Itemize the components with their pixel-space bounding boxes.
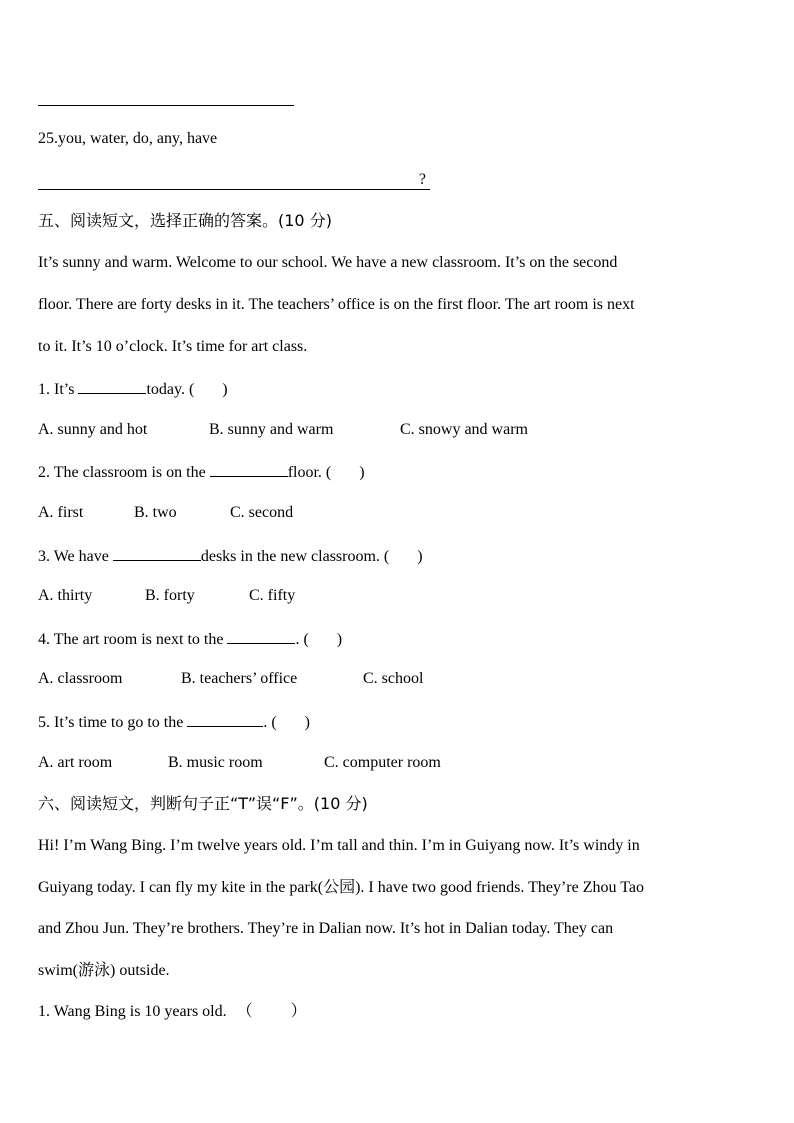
s5-q2-option-c[interactable]: C. second [230,504,294,521]
s5-q2-blank[interactable] [210,461,288,477]
s5-question-3 [38,545,423,567]
s5-q4-option-a[interactable]: A. classroom [38,670,123,687]
s5-q5-option-b[interactable]: B. music room [168,754,263,771]
s5-q3-text-after: desks in the new classroom. ( [200,548,390,565]
s5-q1-text-before: 1. It’s [38,381,79,398]
section-5-passage-line: to it. It’s 10 o’clock. It’s time for art class. [38,338,308,355]
s5-q4-option-c[interactable]: C. school [363,670,424,687]
q24-answer-line[interactable] [38,105,294,106]
s5-q2-text-before: 2. The classroom is on the [38,464,210,481]
s5-q5-text-after: . ( [263,714,277,731]
s5-q3-option-c[interactable]: C. fifty [249,587,296,604]
s5-q3-option-b[interactable]: B. forty [145,587,195,604]
s6-q1-paren-open: （ [236,1003,253,1020]
s5-q5-option-c[interactable]: C. computer room [324,754,441,771]
s5-q1-option-c[interactable]: C. snowy and warm [400,421,528,438]
s5-q1-paren-close: ) [222,381,228,398]
s5-q4-text-before: 4. The art room is next to the [38,631,228,648]
section-5-passage-line: It’s sunny and warm. Welcome to our school. We have a new classroom. It’s on the second [38,254,618,271]
q25-question-mark: ? [418,171,426,188]
s5-q3-text-before: 3. We have [38,548,113,565]
s5-q2-paren-close: ) [359,464,365,481]
s5-q5-options [38,753,441,773]
section-6-passage-line: and Zhou Jun. They’re brothers. They’re in Dalian now. It’s hot in Dalian today. They can [38,920,614,937]
s5-question-1 [38,378,228,400]
s5-q3-option-a[interactable]: A. thirty [38,587,93,604]
section-6-passage-line: Guiyang today. I can fly my kite in the park(公园). I have two good friends. They’re Zhou Tao [38,879,644,896]
s5-q1-text-after: today. ( [146,381,195,398]
s5-q5-paren-close: ) [304,714,310,731]
q25-prompt: 25.you, water, do, any, have [38,130,218,147]
s5-q2-option-b[interactable]: B. two [134,504,177,521]
s5-q1-option-b[interactable]: B. sunny and warm [209,421,334,438]
s5-q3-paren-close: ) [417,548,423,565]
s5-q3-options [38,586,295,606]
s5-q4-paren-close: ) [336,631,343,648]
s5-q4-options [38,669,423,689]
s5-q5-option-a[interactable]: A. art room [38,754,113,771]
s5-q5-text-before: 5. It’s time to go to the [38,714,188,731]
section-5-passage-line: floor. There are forty desks in it. The teachers’ office is on the first floor. The art room is next [38,296,635,313]
section-6-passage-line: Hi! I’m Wang Bing. I’m twelve years old. I’m tall and thin. I’m in Guiyang now. It’s windy in [38,837,640,854]
s6-question-1 [38,1002,307,1022]
s5-q4-text-after: . ( [295,631,309,648]
s6-q1-paren-close: ） [290,1003,307,1020]
s5-q1-blank[interactable] [78,378,146,394]
s6-q1-text: 1. Wang Bing is 10 years old. [38,1003,227,1020]
s5-q1-option-a[interactable]: A. sunny and hot [38,421,148,438]
s5-q4-blank[interactable] [227,628,295,644]
section-5-heading: 五、阅读短文，选择正确的答案。(10 分) [38,211,332,230]
s5-question-5 [38,711,310,733]
section-6-passage-line: swim(游泳) outside. [38,962,170,979]
s5-q2-option-a[interactable]: A. first [38,504,84,521]
s5-q3-blank[interactable] [113,545,201,561]
s5-q2-text-after: floor. ( [287,464,332,481]
s5-question-2 [38,461,365,483]
s5-q1-options [38,420,528,440]
s5-q2-options [38,503,293,523]
s5-q5-blank[interactable] [187,711,263,727]
s5-question-4 [38,628,342,650]
section-6-heading: 六、阅读短文，判断句子正“T”误“F”。(10 分) [38,794,368,813]
s5-q4-option-b[interactable]: B. teachers’ office [181,670,298,687]
q25-answer-line[interactable] [38,171,430,190]
